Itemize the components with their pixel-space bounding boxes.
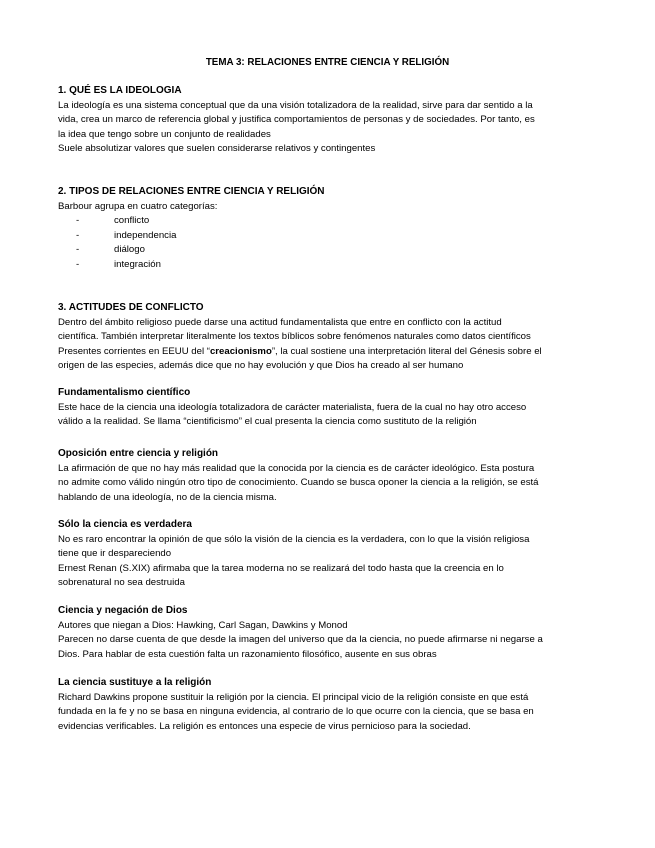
section-fundamentalismo-cientifico [58,386,603,430]
list-item [76,243,603,258]
section-tipos-relaciones [58,185,603,273]
paragraph-line: vida, crea un marco de referencia global y justifica comportamientos de personas y de sociedades. Por tanto, es [58,114,535,126]
paragraph-line: No es raro encontrar la opinión de que sólo la visión de la ciencia es la verdadera, con lo que la visión religiosa [58,533,530,545]
section-heading: 1. QUÉ ES LA IDEOLOGIA [58,85,182,96]
section-heading: Sólo la ciencia es verdadera [58,519,192,530]
paragraph-line: sobrenatural no sea destruida [58,577,185,589]
paragraph-line: origen de las especies, además dice que no hay evolución y que Dios ha creado al ser humano [58,360,464,372]
text-span: Presentes corrientes en EEUU del “ [58,345,210,357]
section-negacion-dios [58,604,603,662]
list-item [76,258,603,273]
section-oposicion [58,447,603,505]
section-ciencia-sustituye [58,676,603,734]
section-heading: 3. ACTITUDES DE CONFLICTO [58,302,204,313]
paragraph-line: Barbour agrupa en cuatro categorías: [58,200,218,212]
paragraph-line: La ideología es una sistema conceptual que da una visión totalizadora de la realidad, sirve para dar sentido a la [58,99,533,111]
paragraph-line: Dentro del ámbito religioso puede darse una actitud fundamentalista que entre en conflicto con la actitud [58,316,502,328]
section-heading: 2. TIPOS DE RELACIONES ENTRE CIENCIA Y RELIGIÓN [58,186,325,197]
list-dash: - [76,258,80,270]
section-actitudes-conflicto [58,301,603,374]
paragraph-line: Richard Dawkins propone sustituir la religión por la ciencia. El principal vicio de la religión consiste en que está [58,691,529,703]
paragraph-line: fundada en la fe y no se basa en ninguna evidencia, al contrario de lo que ocurre con la ciencia, que se basa en [58,706,534,718]
paragraph-line: hablando de una ideología, no de la ciencia misma. [58,491,277,503]
section-heading: Oposición entre ciencia y religión [58,448,219,459]
list-item-text: integración [114,258,161,270]
section-ideologia [58,84,603,157]
paragraph-line: científica. También interpretar literalmente los textos bíblicos sobre fenómenos naturales como datos científicos [58,331,531,343]
list-dash: - [76,244,80,256]
list-dash: - [76,229,80,241]
section-heading: La ciencia sustituye a la religión [58,677,212,688]
section-heading: Fundamentalismo científico [58,387,191,398]
document-title: TEMA 3: RELACIONES ENTRE CIENCIA Y RELIGIÓN [205,57,450,68]
paragraph-line: no admite como válido ningún otro tipo de conocimiento. Cuando se busca oponer la ciencia a la religión, se está [58,477,539,489]
paragraph-line: evidencias verificables. La religión es entonces una especie de virus pernicioso para la sociedad. [58,720,471,732]
list-item [76,214,603,229]
paragraph-line: Este hace de la ciencia una ideología totalizadora de carácter materialista, fuera de la cual no hay otro acceso [58,401,527,413]
category-list [58,214,603,272]
paragraph-line: la idea que tengo sobre un conjunto de realidades [58,128,271,140]
list-item-text: independencia [114,229,177,241]
list-item [76,229,603,244]
list-item-text: conflicto [114,215,150,227]
list-dash: - [76,215,80,227]
text-span: ”, la cual sostiene una interpretación literal del Génesis sobre el [271,345,542,357]
paragraph-line: Autores que niegan a Dios: Hawking, Carl Sagan, Dawkins y Monod [58,619,348,631]
paragraph-line: La afirmación de que no hay más realidad que la conocida por la ciencia es de carácter ideológico. Esta postura [58,462,535,474]
section-heading: Ciencia y negación de Dios [58,605,188,616]
bold-term: creacionismo [209,345,272,357]
paragraph-line: Dios. Para hablar de esta cuestión falta un razonamiento filosófico, ausente en sus obras [58,648,437,660]
section-solo-ciencia [58,518,603,591]
paragraph-line: Ernest Renan (S.XIX) afirmaba que la tarea moderna no se realizará del todo hasta que la creencia en lo [58,562,504,574]
paragraph-line: válido a la realidad. Se llama “cientificismo” el cual presenta la ciencia como sustituto de la religión [58,416,477,428]
paragraph-line: Parecen no darse cuenta de que desde la imagen del universo que da la ciencia, no puede afirmarse ni negarse a [58,634,543,646]
paragraph-line: Suele absolutizar valores que suelen considerarse relativos y contingentes [58,143,376,155]
paragraph-line [58,345,603,360]
paragraph-line: tiene que ir despareciendo [58,548,172,560]
list-item-text: diálogo [114,244,145,256]
